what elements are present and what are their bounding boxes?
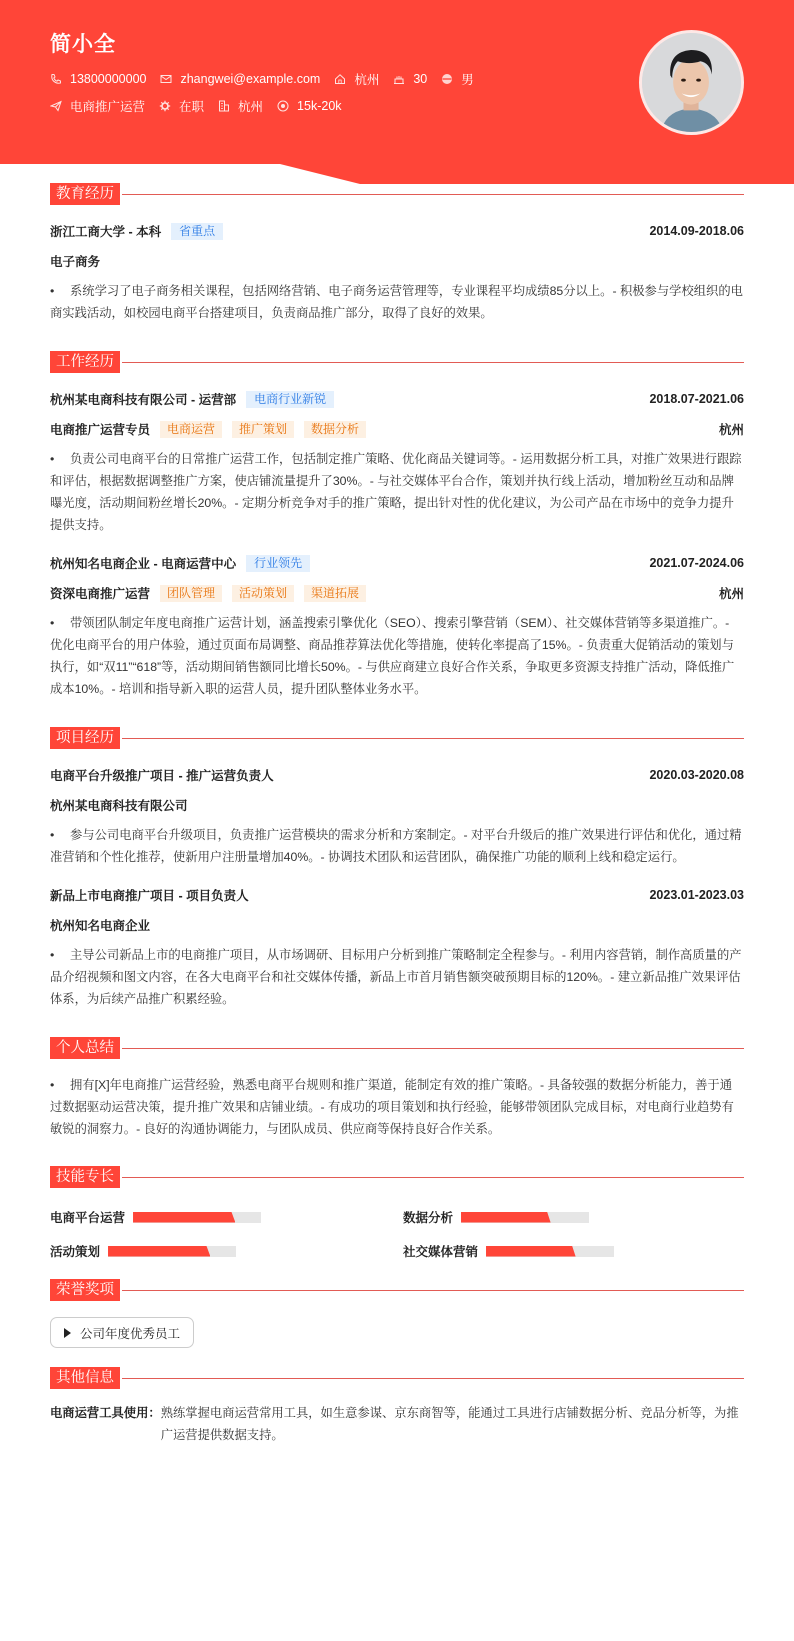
- profile-photo: [642, 33, 741, 132]
- company-name: 杭州某电商科技有限公司 - 运营部: [50, 393, 237, 407]
- projects-section-title: 项目经历: [50, 727, 120, 749]
- bullet: •: [50, 1078, 55, 1092]
- award-name: 公司年度优秀员工: [80, 1326, 181, 1341]
- cake-icon: [393, 73, 405, 85]
- summary-section: [50, 1037, 744, 1147]
- other-section-header: [50, 1367, 744, 1389]
- skill-item: [403, 1208, 589, 1226]
- salary-text: 15k-20k: [297, 99, 342, 113]
- gender-item: [441, 70, 474, 88]
- job-intent-row: [50, 97, 356, 115]
- bullet: •: [50, 452, 55, 466]
- gender-icon: [441, 73, 453, 85]
- home-icon: [334, 73, 346, 85]
- work-item-1-description: • 负责公司电商平台的日常推广运营工作，包括制定推广策略、优化商品关键词等。- 运用数据分析工具，对推广效果进行跟踪和评估，根据数据调整推广方案，使店铺流量提升了30%。- 与社交媒体平台合作，策划并执行线上活动，增加粉丝互动和品牌曝光度，活动期间粉丝增长20%。- 定期分析竞争对手的推广策略，提出针对性的优化建议，为公司产品在市场中的竞争力提升提供支持。: [50, 448, 744, 536]
- building-icon: [218, 100, 230, 112]
- mail-icon: [160, 73, 172, 85]
- awards-section-header: [50, 1279, 744, 1301]
- work-item-2-description: • 带领团队制定年度电商推广运营计划，涵盖搜索引擎优化（SEO）、搜索引擎营销（SEM）、社交媒体营销等多渠道推广。- 优化电商平台的用户体验，通过页面布局调整、商品推荐算法优化等措施，使转化率提高了15%。- 负责重大促销活动的策划与执行，如“双11”“618”等，活动期间销售额同比增长50%。- 与供应商建立良好合作关系，争取更多资源支持推广活动，降低推广成本10%。- 培训和指导新入职的运营人员，提升团队整体业务水平。: [50, 612, 744, 700]
- summary-section-header: [50, 1037, 744, 1059]
- intended-city-item: [218, 97, 263, 115]
- summary-section-title: 个人总结: [50, 1037, 120, 1059]
- company-name: 杭州知名电商企业 - 电商运营中心: [50, 557, 237, 571]
- skill-tag: 数据分析: [304, 421, 366, 438]
- major-name: 电子商务: [50, 255, 101, 269]
- school-tag: 省重点: [171, 223, 223, 240]
- work-item-1-company-row: [50, 390, 744, 408]
- skill-bar-fill: [133, 1212, 235, 1223]
- send-icon: [50, 100, 62, 112]
- hometown-text: 杭州: [354, 73, 380, 87]
- skill-bar-fill: [461, 1212, 551, 1223]
- project-org: 杭州某电商科技有限公司: [50, 799, 188, 813]
- summary-description: • 拥有[X]年电商推广运营经验，熟悉电商平台规则和推广渠道，能制定有效的推广策略。- 具备较强的数据分析能力，善于通过数据驱动运营决策，提升推广效果和店铺业绩。- 有成功的项目策划和执行经验，能够带领团队完成目标，对电商行业趋势有敏锐的洞察力。- 良好的沟通协调能力，与团队成员、供应商等保持良好合作关系。: [50, 1074, 744, 1140]
- other-info-value: 熟练掌握电商运营常用工具，如生意参谋、京东商智等，能通过工具进行店铺数据分析、竞品分析等，为推广运营提供数据支持。: [160, 1406, 739, 1442]
- job-status-item: [159, 97, 204, 115]
- email-item: [160, 72, 320, 86]
- education-row: [50, 222, 744, 240]
- skill-tag: 电商运营: [160, 421, 222, 438]
- skill-bar-fill: [486, 1246, 576, 1257]
- work-section: [50, 351, 744, 711]
- skill-bar-track: [486, 1246, 614, 1257]
- other-info-label: 电商运营工具使用：: [50, 1406, 161, 1420]
- skill-bar-track: [133, 1212, 261, 1223]
- education-date: 2014.09-2018.06: [649, 224, 744, 238]
- project-name: 新品上市电商推广项目 - 项目负责人: [50, 889, 249, 903]
- section-divider: [122, 1378, 744, 1379]
- section-divider: [122, 194, 744, 195]
- avatar: [639, 30, 744, 135]
- project-name: 电商平台升级推广项目 - 推广运营负责人: [50, 769, 274, 783]
- skill-tag: 活动策划: [232, 585, 294, 602]
- resume-header: [0, 0, 794, 184]
- skill-item: [403, 1242, 614, 1260]
- section-divider: [122, 1290, 744, 1291]
- bullet: •: [50, 616, 55, 630]
- salary-icon: [277, 100, 289, 112]
- intended-position-item: [50, 97, 145, 115]
- phone-icon: [50, 73, 62, 85]
- work-item-2-company-row: [50, 554, 744, 572]
- position-name: 资深电商推广运营: [50, 587, 151, 601]
- bullet: •: [50, 284, 55, 298]
- project-1-description: • 参与公司电商平台升级项目，负责推广运营模块的需求分析和方案制定。- 对平台升级后的推广效果进行评估和优化，通过精准营销和个性化推荐，使新用户注册量增加40%。- 协调技术团队和运营团队，确保推广功能的顺利上线和稳定运行。: [50, 824, 744, 868]
- award-item: [50, 1317, 194, 1348]
- skills-section-title: 技能专长: [50, 1166, 120, 1188]
- skill-tag: 渠道拓展: [304, 585, 366, 602]
- skill-bar-track: [108, 1246, 236, 1257]
- education-description: • 系统学习了电子商务相关课程，包括网络营销、电子商务运营管理等，专业课程平均成绩85分以上。- 积极参与学校组织的电商实践活动，如校园电商平台搭建项目，负责商品推广部分，取得了良好的效果。: [50, 280, 744, 324]
- skill-bar-track: [461, 1212, 589, 1223]
- header-slant-edge: [0, 164, 794, 184]
- candidate-name: 简小全: [50, 33, 116, 56]
- skill-name: 社交媒体营销: [403, 1245, 479, 1259]
- skill-name: 活动策划: [50, 1245, 101, 1259]
- intended-city-text: 杭州: [238, 100, 264, 114]
- skill-tag: 推广策划: [232, 421, 294, 438]
- bullet: •: [50, 948, 55, 962]
- awards-section-title: 荣誉奖项: [50, 1279, 120, 1301]
- work-city: 杭州: [718, 423, 744, 437]
- position-name: 电商推广运营专员: [50, 423, 151, 437]
- hometown-item: [334, 70, 379, 88]
- skills-section-header: [50, 1166, 744, 1188]
- play-triangle-icon: [64, 1328, 71, 1338]
- work-section-title: 工作经历: [50, 351, 120, 373]
- company-tag: 电商行业新锐: [246, 391, 334, 408]
- project-2-title-row: [50, 886, 744, 904]
- skills-section: [50, 1166, 744, 1266]
- work-section-header: [50, 351, 744, 373]
- age-text: 30: [413, 72, 428, 86]
- section-divider: [122, 738, 744, 739]
- phone-item: [50, 72, 146, 86]
- section-divider: [122, 1177, 744, 1178]
- skill-item: [50, 1208, 261, 1226]
- projects-section-header: [50, 727, 744, 749]
- company-tag: 行业领先: [246, 555, 310, 572]
- age-item: [393, 72, 427, 86]
- phone-text: 13800000000: [70, 72, 147, 86]
- work-item-1-position-row: [50, 420, 744, 438]
- skill-item: [50, 1242, 236, 1260]
- project-date: 2023.01-2023.03: [649, 888, 744, 902]
- project-date: 2020.03-2020.08: [649, 768, 744, 782]
- school-name: 浙江工商大学 - 本科: [50, 225, 162, 239]
- other-info-item: [50, 1402, 744, 1446]
- status-icon: [159, 100, 171, 112]
- work-item-2-position-row: [50, 584, 744, 602]
- skill-name: 数据分析: [403, 1211, 454, 1225]
- project-2-description: • 主导公司新品上市的电商推广项目，从市场调研、目标用户分析到推广策略制定全程参与。- 利用内容营销，制作高质量的产品介绍视频和图文内容，在各大电商平台和社交媒体传播，新品上市首月销售额突破预期目标的120%。- 建立新品推广效果评估体系，为后续产品推广积累经验。: [50, 944, 744, 1010]
- section-divider: [122, 362, 744, 363]
- education-section-header: [50, 183, 744, 205]
- intended-position-text: 电商推广运营: [70, 100, 146, 114]
- salary-item: [277, 99, 341, 113]
- education-section-title: 教育经历: [50, 183, 120, 205]
- projects-section: [50, 727, 744, 1017]
- awards-section: [50, 1279, 744, 1354]
- job-status-text: 在职: [179, 100, 205, 114]
- other-section-title: 其他信息: [50, 1367, 120, 1389]
- other-section: [50, 1367, 744, 1452]
- work-date: 2018.07-2021.06: [649, 392, 744, 406]
- project-1-title-row: [50, 766, 744, 784]
- work-date: 2021.07-2024.06: [649, 556, 744, 570]
- gender-text: 男: [461, 73, 474, 87]
- bullet: •: [50, 828, 55, 842]
- project-2-org-row: [50, 916, 744, 934]
- work-city: 杭州: [718, 587, 744, 601]
- project-org: 杭州知名电商企业: [50, 919, 151, 933]
- education-section: [50, 183, 744, 328]
- skill-bar-fill: [108, 1246, 210, 1257]
- contact-row: [50, 70, 488, 88]
- section-divider: [122, 1048, 744, 1049]
- project-1-org-row: [50, 796, 744, 814]
- skill-name: 电商平台运营: [50, 1211, 126, 1225]
- major-row: [50, 252, 744, 270]
- skill-tag: 团队管理: [160, 585, 222, 602]
- email-text: zhangwei@example.com: [180, 72, 321, 86]
